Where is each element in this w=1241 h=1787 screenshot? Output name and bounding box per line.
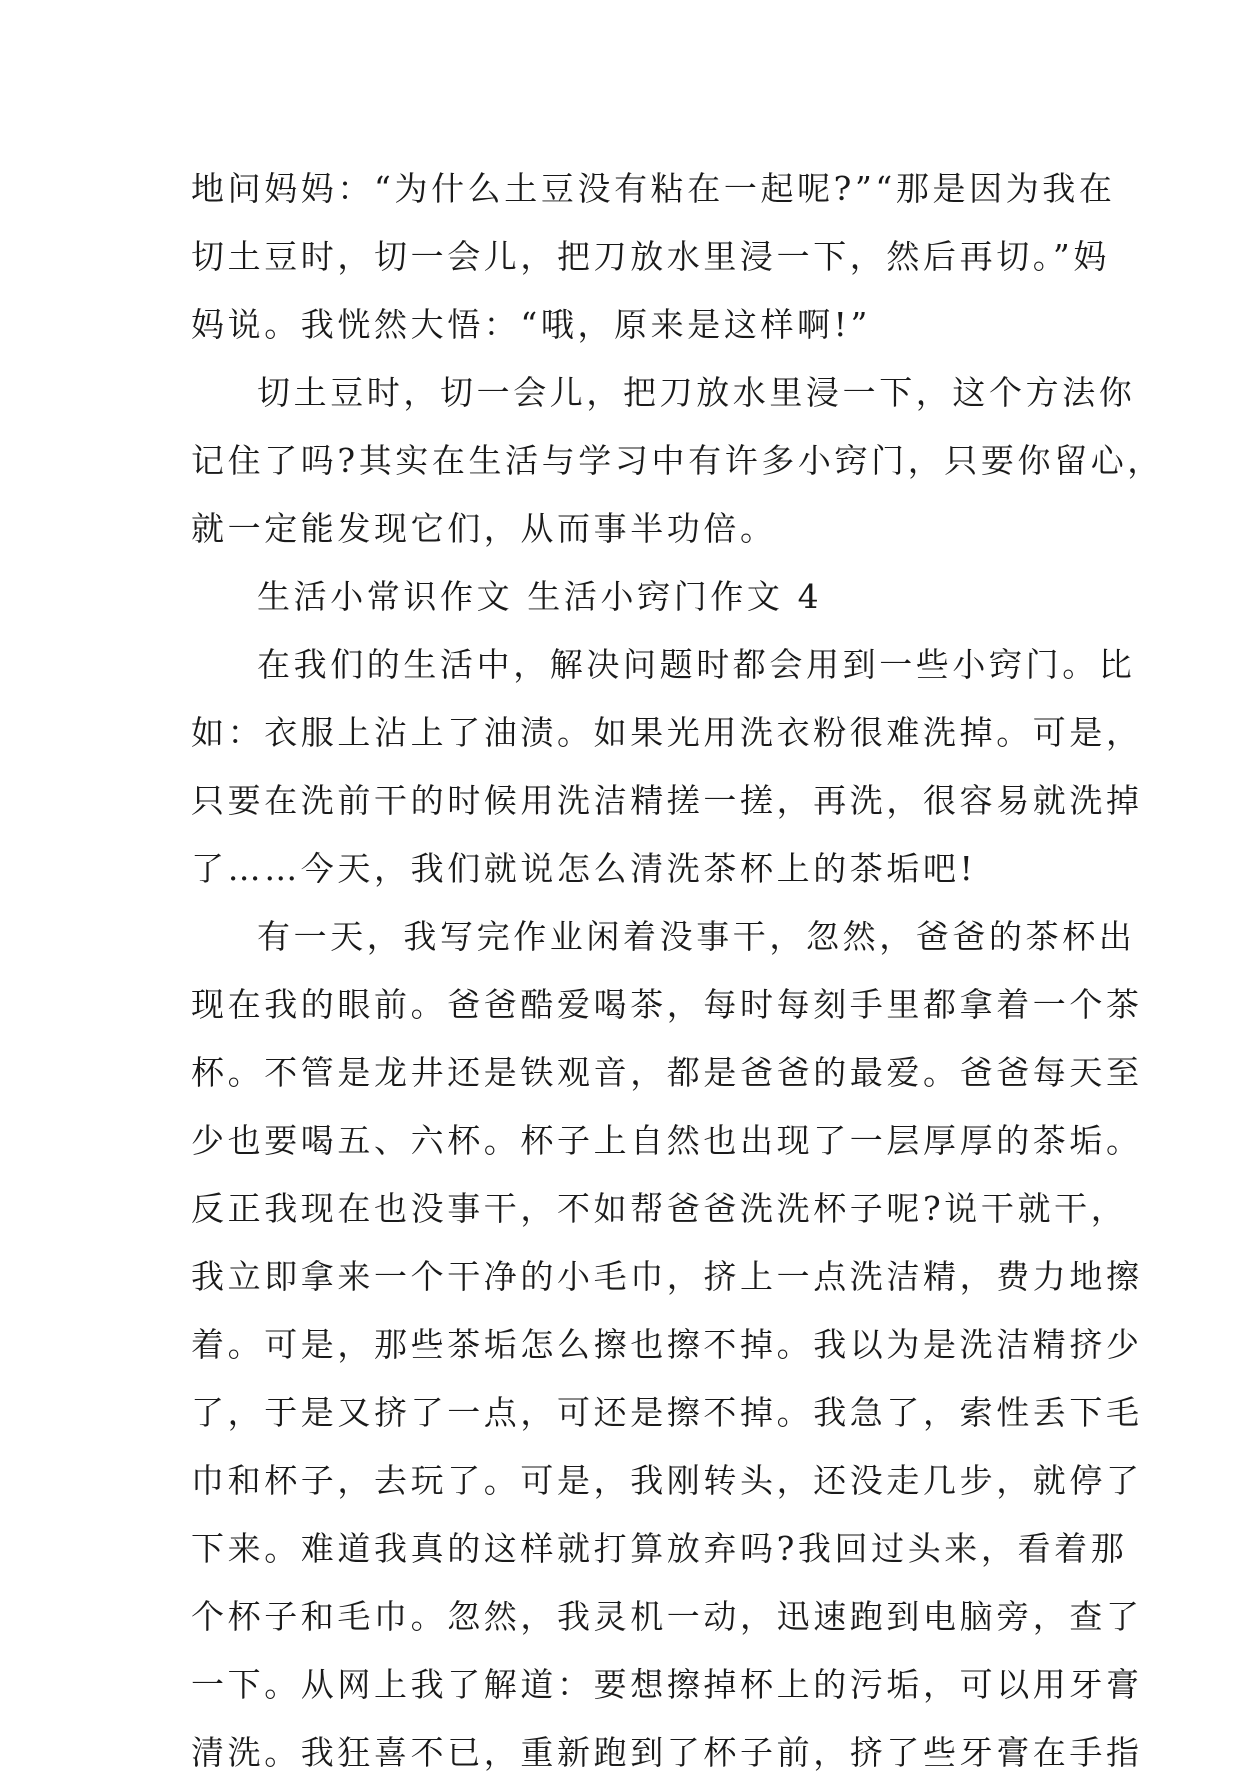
text-line: 切土豆时，切一会儿，把刀放水里浸一下，然后再切。”妈: [191, 237, 1110, 276]
text-line: 就一定能发现它们，从而事半功倍。: [191, 509, 777, 548]
paragraph-first-line: 有一天，我写完作业闲着没事干，忽然，爸爸的茶杯出: [257, 917, 1136, 956]
text-line: 如：衣服上沾上了油渍。如果光用洗衣粉很难洗掉。可是，: [191, 713, 1143, 752]
text-line: 反正我现在也没事干，不如帮爸爸洗洗杯子呢?说干就干，: [191, 1189, 1128, 1228]
text-line: 妈说。我恍然大悟：“哦，原来是这样啊!”: [191, 305, 872, 344]
text-line: 现在我的眼前。爸爸酷爱喝茶，每时每刻手里都拿着一个茶: [191, 985, 1143, 1024]
text-line: 少也要喝五、六杯。杯子上自然也出现了一层厚厚的茶垢。: [191, 1121, 1143, 1160]
text-line: 清洗。我狂喜不已，重新跑到了杯子前，挤了些牙膏在手指: [191, 1733, 1143, 1772]
text-line: 巾和杯子，去玩了。可是，我刚转头，还没走几步，就停了: [191, 1461, 1143, 1500]
document-body: [191, 155, 1164, 1787]
text-line: 记住了吗?其实在生活与学习中有许多小窍门，只要你留心，: [191, 441, 1164, 480]
text-line: 个杯子和毛巾。忽然，我灵机一动，迅速跑到电脑旁，查了: [191, 1597, 1143, 1636]
text-line: 下来。难道我真的这样就打算放弃吗?我回过头来，看着那: [191, 1529, 1128, 1568]
text-line: 地问妈妈：“为什么土豆没有粘在一起呢?”“那是因为我在: [191, 169, 1116, 208]
text-line: 一下。从网上我了解道：要想擦掉杯上的污垢，可以用牙膏: [191, 1665, 1143, 1704]
paragraph-first-line: 切土豆时，切一会儿，把刀放水里浸一下，这个方法你: [257, 373, 1136, 412]
text-line: 了……今天，我们就说怎么清洗茶杯上的茶垢吧!: [191, 849, 977, 888]
text-line: 我立即拿来一个干净的小毛巾，挤上一点洗洁精，费力地擦: [191, 1257, 1143, 1296]
text-line: 着。可是，那些茶垢怎么擦也擦不掉。我以为是洗洁精挤少: [191, 1325, 1143, 1364]
paragraph-first-line: 在我们的生活中，解决问题时都会用到一些小窍门。比: [257, 645, 1136, 684]
text-line: 杯。不管是龙井还是铁观音，都是爸爸的最爱。爸爸每天至: [191, 1053, 1143, 1092]
text-line: 只要在洗前干的时候用洗洁精搓一搓，再洗，很容易就洗掉: [191, 781, 1143, 820]
text-line: 了，于是又挤了一点，可还是擦不掉。我急了，索性丢下毛: [191, 1393, 1143, 1432]
section-heading: 生活小常识作文 生活小窍门作文 4: [257, 577, 823, 616]
